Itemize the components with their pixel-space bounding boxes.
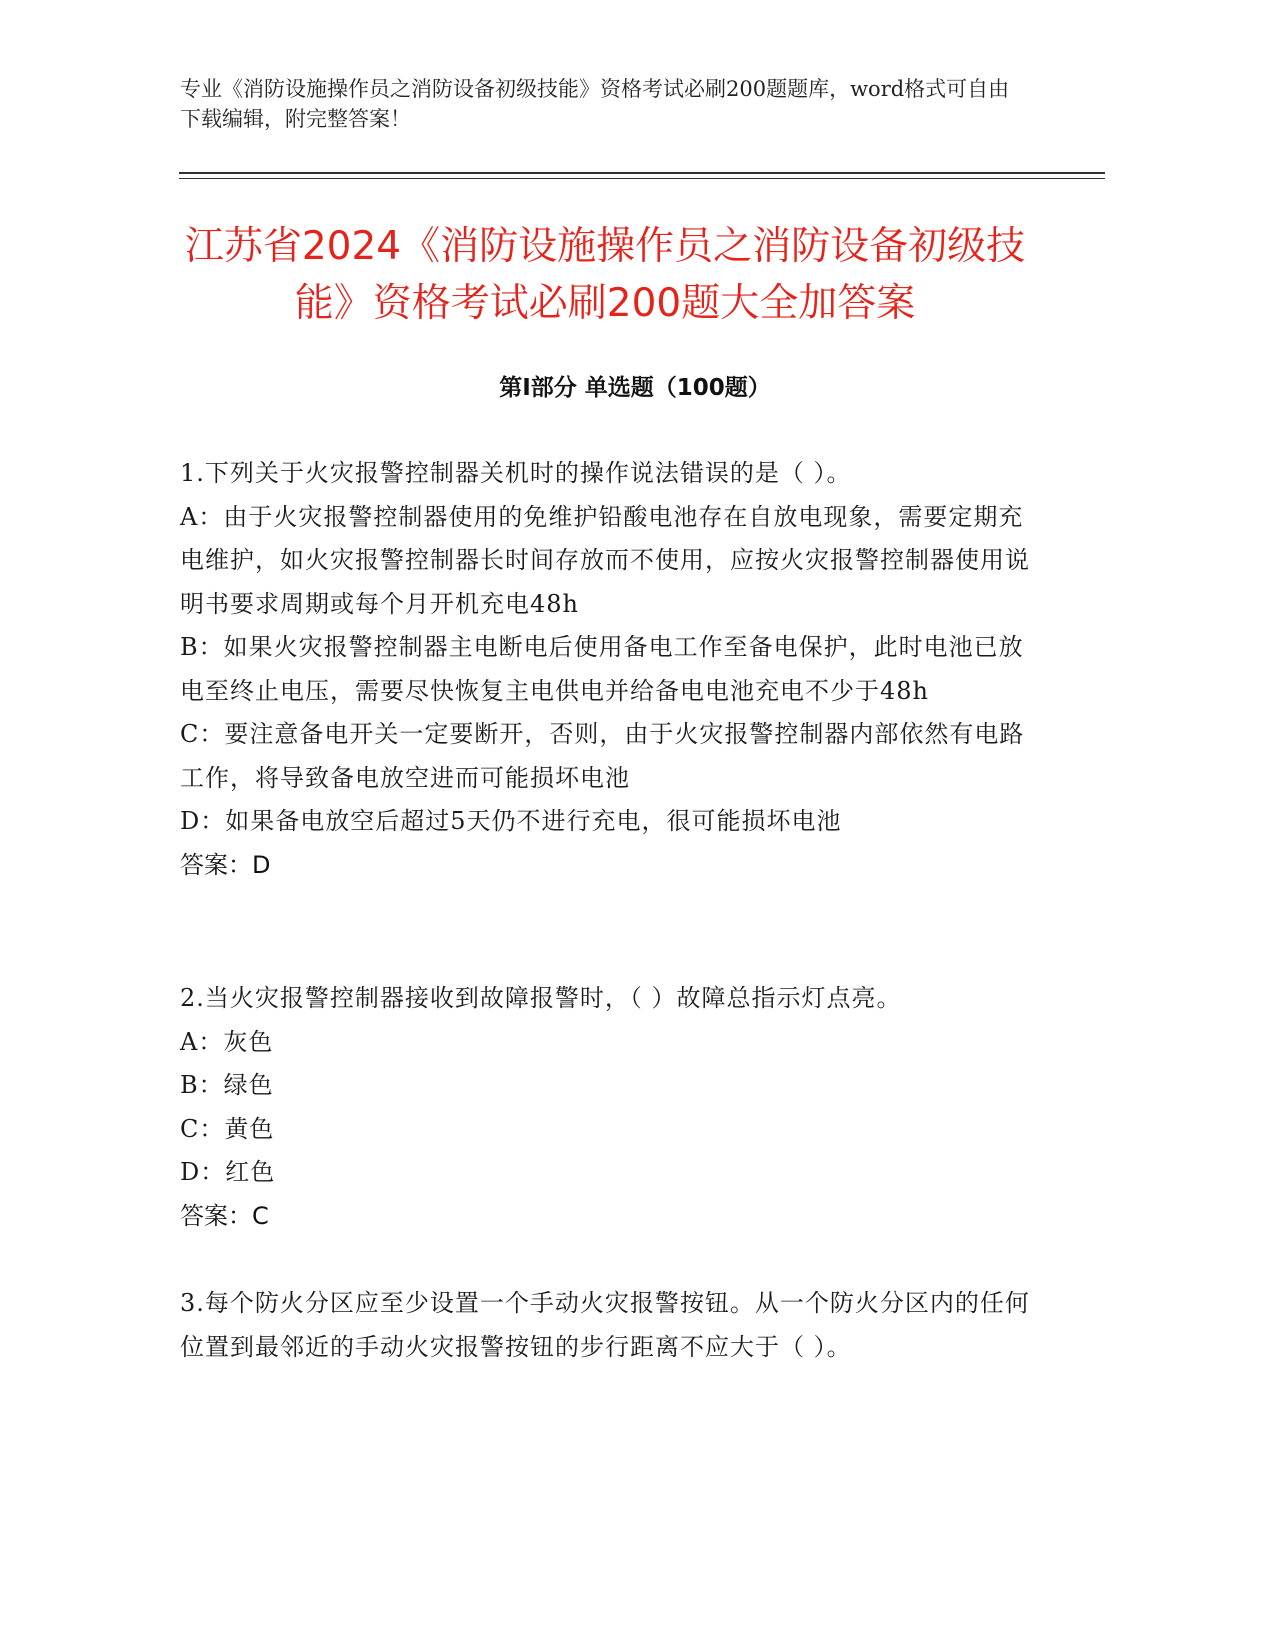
header-rule-thick [179,172,1105,174]
section-title: 第I部分 单选题（100题） [499,375,771,401]
option-c: C：要注意备电开关一定要断开，否则，由于火灾报警控制器内部依然有电路工作，将导致备电放空进而可能损坏电池 [180,720,1025,792]
question-stem: 3.每个防火分区应至少设置一个手动火灾报警按钮。从一个防火分区内的任何位置到最邻近的手动火灾报警按钮的步行距离不应大于（ ）。 [180,1289,1030,1361]
option-d: D：红色 [180,1158,276,1186]
question-stem: 2.当火灾报警控制器接收到故障报警时，（ ）故障总指示灯点亮。 [180,984,902,1012]
option-c: C：黄色 [180,1114,275,1143]
option-b: B：绿色 [180,1071,274,1099]
question-2 [180,977,1030,1238]
header-rule-thin [179,178,1105,179]
option-a: A：由于火灾报警控制器使用的免维护铅酸电池存在自放电现象，需要定期充电维护，如火灾报警控制器长时间存放而不使用，应按火灾报警控制器使用说明书要求周期或每个月开机充电48h [180,502,1030,618]
option-a: A：灰色 [180,1027,274,1056]
header-note: 专业《消防设施操作员之消防设备初级技能》资格考试必刷200题题库，word格式可自由下载编辑，附完整答案！ [180,77,1010,131]
question-stem: 1.下列关于火灾报警控制器关机时的操作说法错误的是（ ）。 [180,459,852,487]
answer-label: 答案：C [180,1201,269,1230]
question-1 [180,452,1030,887]
question-3 [180,1282,1030,1369]
option-b: B：如果火灾报警控制器主电断电后使用备电工作至备电保护，此时电池已放电至终止电压，需要尽快恢复主电供电并给备电电池充电不少于48h [180,633,1024,705]
option-d: D：如果备电放空后超过5天仍不进行充电，很可能损坏电池 [180,807,842,835]
answer-label: 答案：D [180,850,271,879]
document-title: 江苏省2024《消防设施操作员之消防设备初级技能》资格考试必刷200题大全加答案 [184,224,1026,326]
